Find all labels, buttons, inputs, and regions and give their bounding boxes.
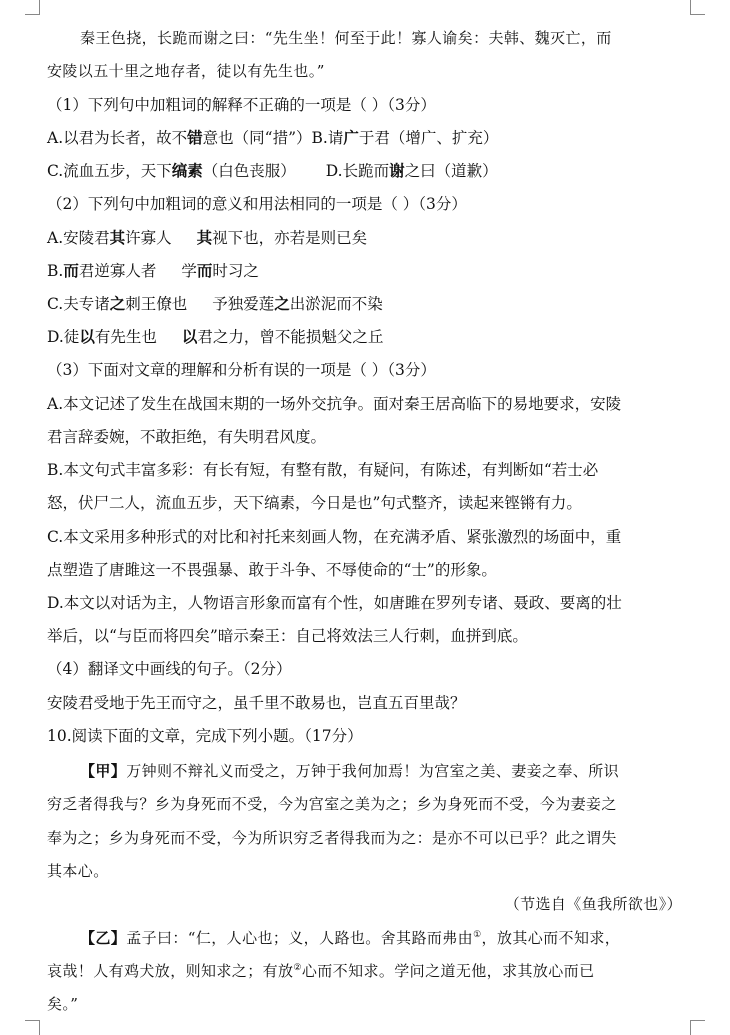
question-1-options-cd: C.流血五步，天下缟素（白色丧服） D.长跪而谢之曰（道歉） — [47, 161, 498, 180]
passage-yi-tag: 【乙】 — [80, 929, 127, 947]
passage-jia-line: 奉为之；乡为身死而不受，今为所识穷乏者得我而为之：是亦不可以已乎？此之谓失 — [47, 829, 617, 847]
passage-yi-line: 矣。” — [47, 995, 79, 1013]
crop-mark-top-right — [690, 0, 705, 15]
question-3-option-b: 怒，伏尸二人，流血五步，天下缟素，今日是也”句式整齐，读起来铿锵有力。 — [47, 494, 582, 512]
passage-jia-line: 穷乏者得我与？乡为身死而不受，今为宫室之美为之；乡为身死而不受，今为妻妾之 — [47, 795, 617, 813]
question-10-stem: 10.阅读下面的文章，完成下列小题。（17分） — [47, 727, 363, 745]
passage-yi-line: 哀哉！人有鸡犬放，则知求之；有放②心而不知求。学问之道无他，求其放心而已 — [47, 962, 595, 980]
passage-jia-source: （节选自《鱼我所欲也》） — [504, 895, 682, 913]
passage-jia-tag: 【甲】 — [80, 762, 127, 780]
crop-mark-bottom-left — [25, 1020, 40, 1035]
question-3-stem: （3）下面对文章的理解和分析有误的一项是（ ）（3分） — [47, 361, 436, 379]
question-4-stem: （4）翻译文中画线的句子。（2分） — [47, 660, 292, 678]
question-3-option-a: 君言辞委婉，不敢拒绝，有失明君风度。 — [47, 428, 327, 446]
passage-jia-line: 其本心。 — [47, 862, 109, 880]
question-3-option-c: C.本文采用多种形式的对比和衬托来刻画人物，在充满矛盾、紧张激烈的场面中，重 — [47, 528, 622, 546]
question-3-option-d: D.本文以对话为主，人物语言形象而富有个性，如唐雎在罗列专诸、聂政、要离的壮 — [47, 594, 622, 612]
passage-line: 秦王色挠，长跪而谢之曰：“先生坐！何至于此！寡人谕矣：夫韩、魏灭亡，而 — [80, 29, 612, 47]
question-2-stem: （2）下列句中加粗词的意义和用法相同的一项是（ ）（3分） — [47, 195, 467, 213]
passage-line: 安陵以五十里之地存者，徒以有先生也。” — [47, 62, 325, 80]
passage-jia-line: 【甲】万钟则不辩礼义而受之，万钟于我何加焉！为宫室之美、妻妾之奉、所识 — [80, 762, 620, 780]
question-2-option-d: D.徒以有先生也 以君之力，曾不能损魁父之丘 — [47, 327, 384, 346]
question-2-option-a: A.安陵君其许寡人 其视下也，亦若是则已矣 — [47, 228, 368, 247]
question-2-option-b: B.而君逆寡人者 学而时习之 — [47, 261, 259, 280]
question-4-sentence: 安陵君受地于先王而守之，虽千里不敢易也，岂直五百里哉？ — [47, 694, 466, 712]
question-1-options-ab: A.以君为长者，故不错意也（同“措”）B.请广于君（增广、扩充） — [47, 128, 499, 147]
question-3-option-c: 点塑造了唐雎这一不畏强暴、敢于斗争、不辱使命的“士”的形象。 — [47, 561, 497, 579]
question-3-option-a: A.本文记述了发生在战国末期的一场外交抗争。面对秦王居高临下的易地要求，安陵 — [47, 395, 622, 413]
question-1-stem: （1）下列句中加粗词的解释不正确的一项是（ ）（3分） — [47, 96, 436, 114]
question-3-option-b: B.本文句式丰富多彩：有长有短，有整有散，有疑问，有陈述，有判断如“若士必 — [47, 461, 599, 479]
crop-mark-top-left — [25, 0, 40, 15]
question-2-option-c: C.夫专诸之刺王僚也 予独爱莲之出淤泥而不染 — [47, 294, 383, 313]
question-3-option-d: 举后，以“与臣而将四矣”暗示秦王：自己将效法三人行刺，血拼到底。 — [47, 627, 528, 645]
passage-yi-line: 【乙】孟子曰：“仁，人心也；义，人路也。舍其路而弗由①，放其心而不知求， — [80, 929, 621, 947]
crop-mark-bottom-right — [690, 1020, 705, 1035]
